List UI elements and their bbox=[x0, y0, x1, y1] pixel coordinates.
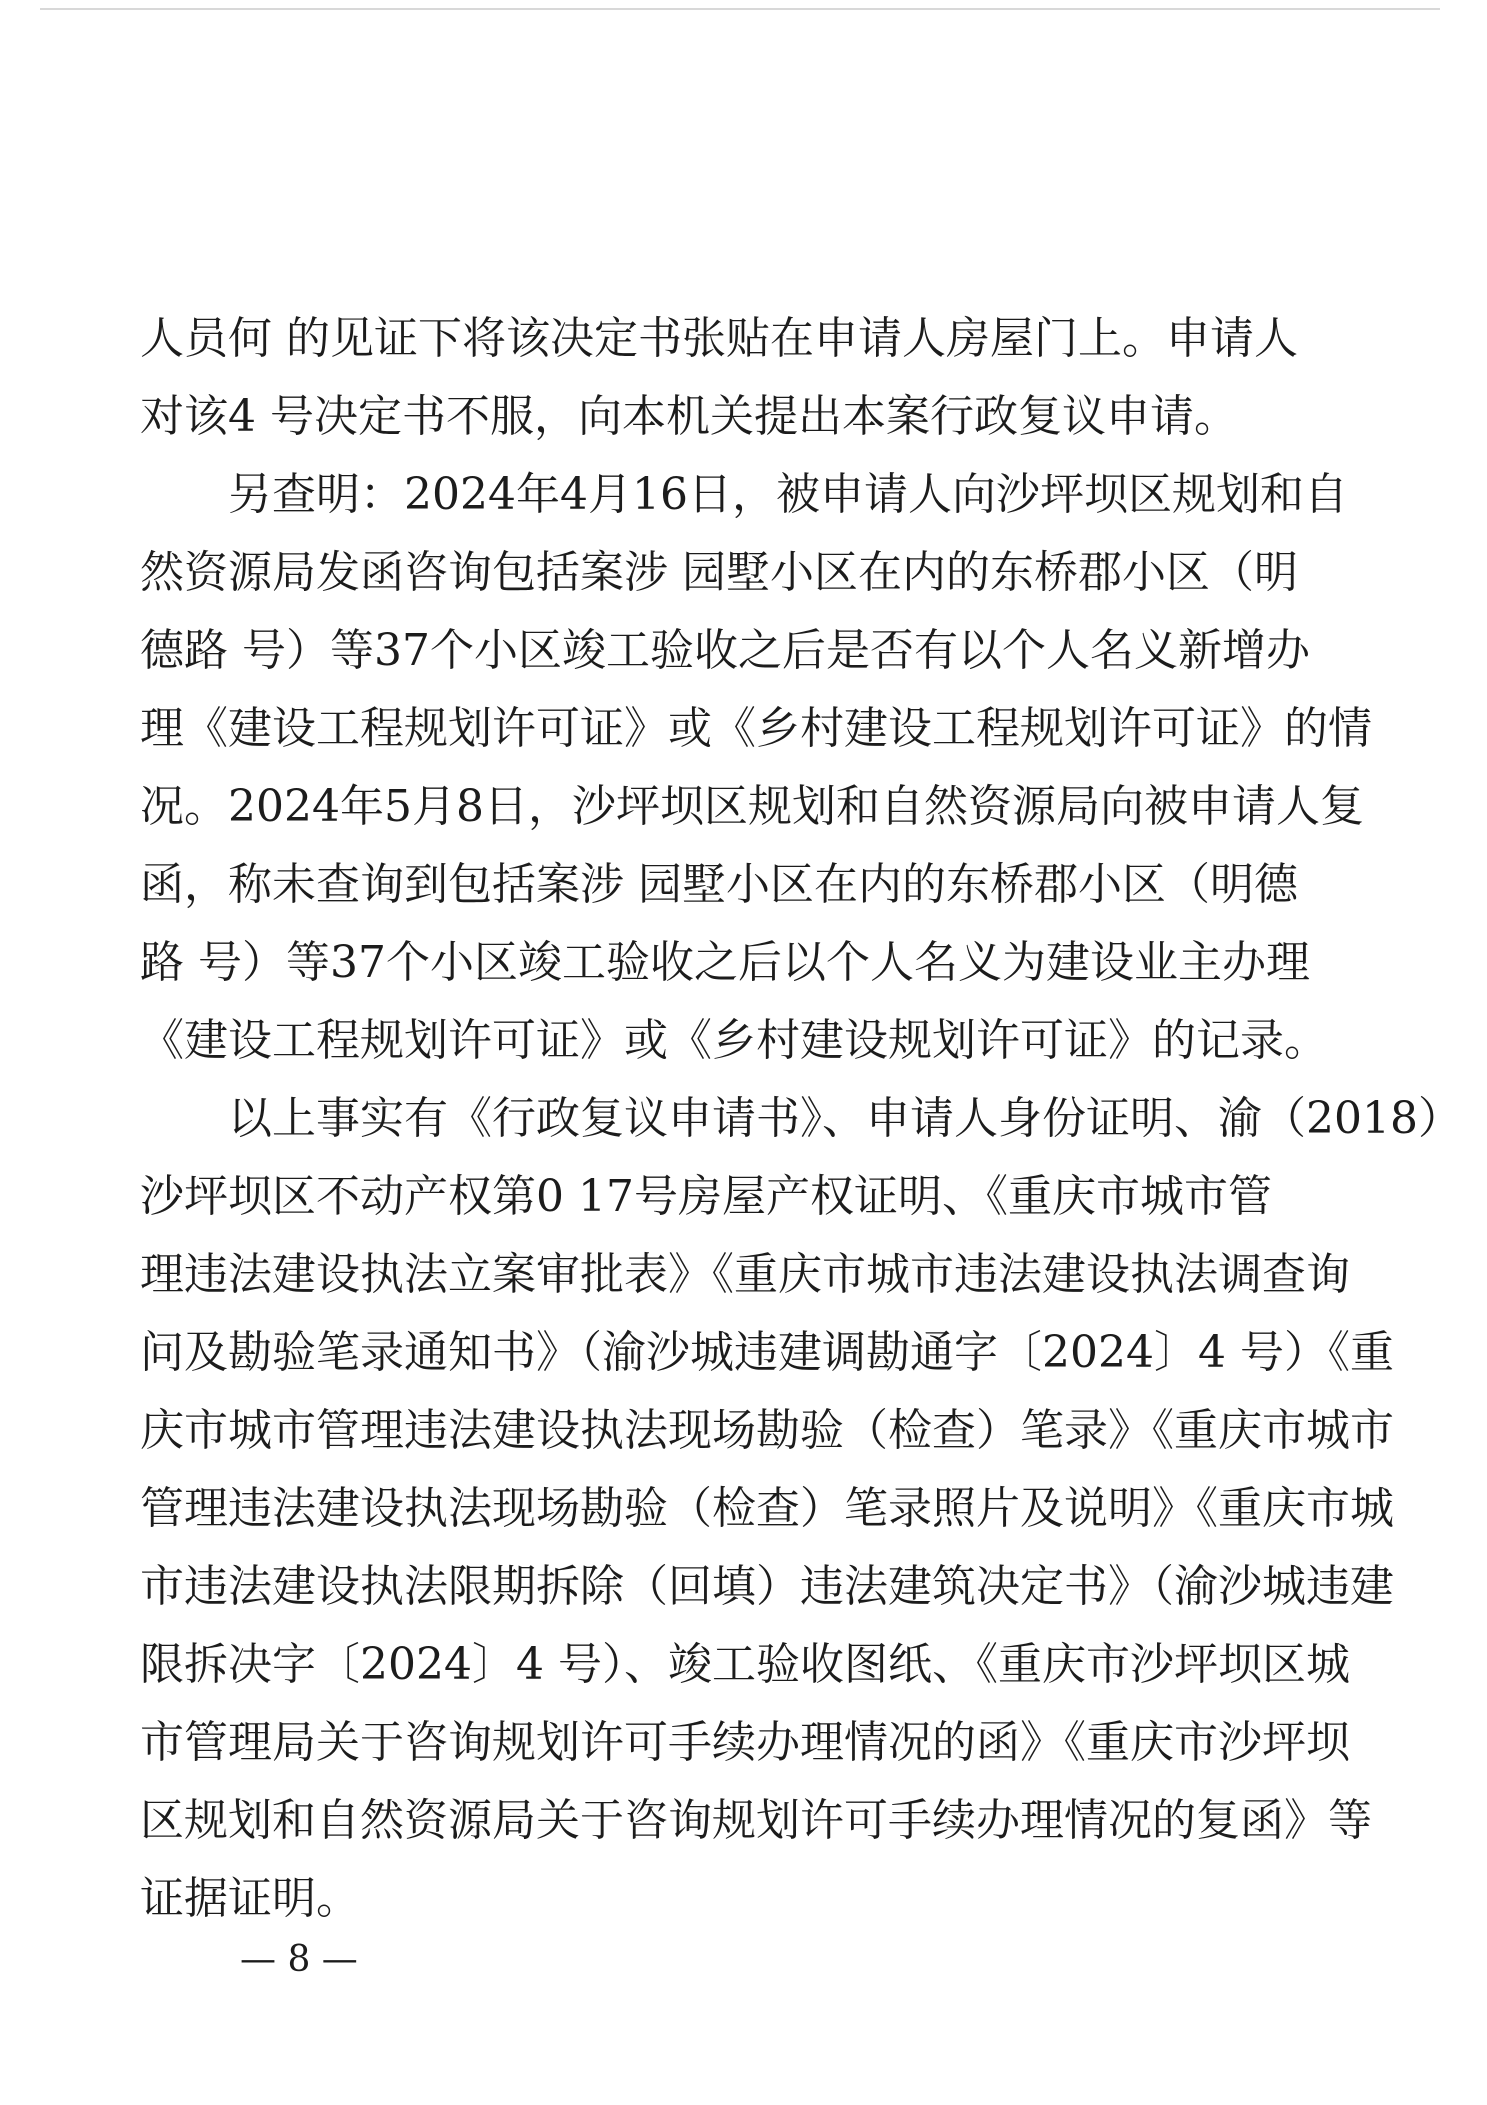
text-line: 函，称未查询到包括案涉 园墅小区在内的东桥郡小区（明德 bbox=[140, 859, 1298, 910]
text-line: 沙坪坝区不动产权第0 17号房屋产权证明、《重庆市城市管 bbox=[140, 1171, 1272, 1222]
text-line: 市管理局关于咨询规划许可手续办理情况的函》《重庆市沙坪坝 bbox=[140, 1717, 1350, 1768]
page-number: — 8 — bbox=[240, 1939, 358, 1980]
text-line: 理《建设工程规划许可证》或《乡村建设工程规划许可证》的情 bbox=[140, 703, 1372, 754]
text-line: 理违法建设执法立案审批表》《重庆市城市违法建设执法调查询 bbox=[140, 1249, 1350, 1300]
text-line: 对该4 号决定书不服，向本机关提出本案行政复议申请。 bbox=[140, 391, 1238, 442]
text-line: 庆市城市管理违法建设执法现场勘验（检查）笔录》《重庆市城市 bbox=[140, 1405, 1394, 1456]
text-line: 《建设工程规划许可证》或《乡村建设规划许可证》的记录。 bbox=[140, 1015, 1328, 1066]
text-line: 问及勘验笔录通知书》（渝沙城违建调勘通字〔2024〕4 号）《重 bbox=[140, 1327, 1394, 1378]
document-body bbox=[140, 300, 1462, 1938]
text-line: 德路 号）等37个小区竣工验收之后是否有以个人名义新增办 bbox=[140, 625, 1310, 676]
text-line: 人员何 的见证下将该决定书张贴在申请人房屋门上。申请人 bbox=[140, 313, 1298, 364]
text-line: 路 号）等37个小区竣工验收之后以个人名义为建设业主办理 bbox=[140, 937, 1310, 988]
text-line: 证据证明。 bbox=[140, 1873, 360, 1924]
text-line: 管理违法建设执法现场勘验（检查）笔录照片及说明》《重庆市城 bbox=[140, 1483, 1394, 1534]
text-line: 市违法建设执法限期拆除（回填）违法建筑决定书》（渝沙城违建 bbox=[140, 1561, 1394, 1612]
text-line: 区规划和自然资源局关于咨询规划许可手续办理情况的复函》等 bbox=[140, 1795, 1372, 1846]
text-line: 况。2024年5月8日，沙坪坝区规划和自然资源局向被申请人复 bbox=[140, 781, 1364, 832]
text-line: 以上事实有《行政复议申请书》、申请人身份证明、渝（2018） bbox=[140, 1093, 1462, 1144]
scan-top-rule bbox=[40, 8, 1440, 10]
text-line: 然资源局发函咨询包括案涉 园墅小区在内的东桥郡小区（明 bbox=[140, 547, 1298, 598]
text-line: 另查明：2024年4月16日，被申请人向沙坪坝区规划和自 bbox=[140, 469, 1348, 520]
text-line: 限拆决字〔2024〕4 号）、竣工验收图纸、《重庆市沙坪坝区城 bbox=[140, 1639, 1350, 1690]
